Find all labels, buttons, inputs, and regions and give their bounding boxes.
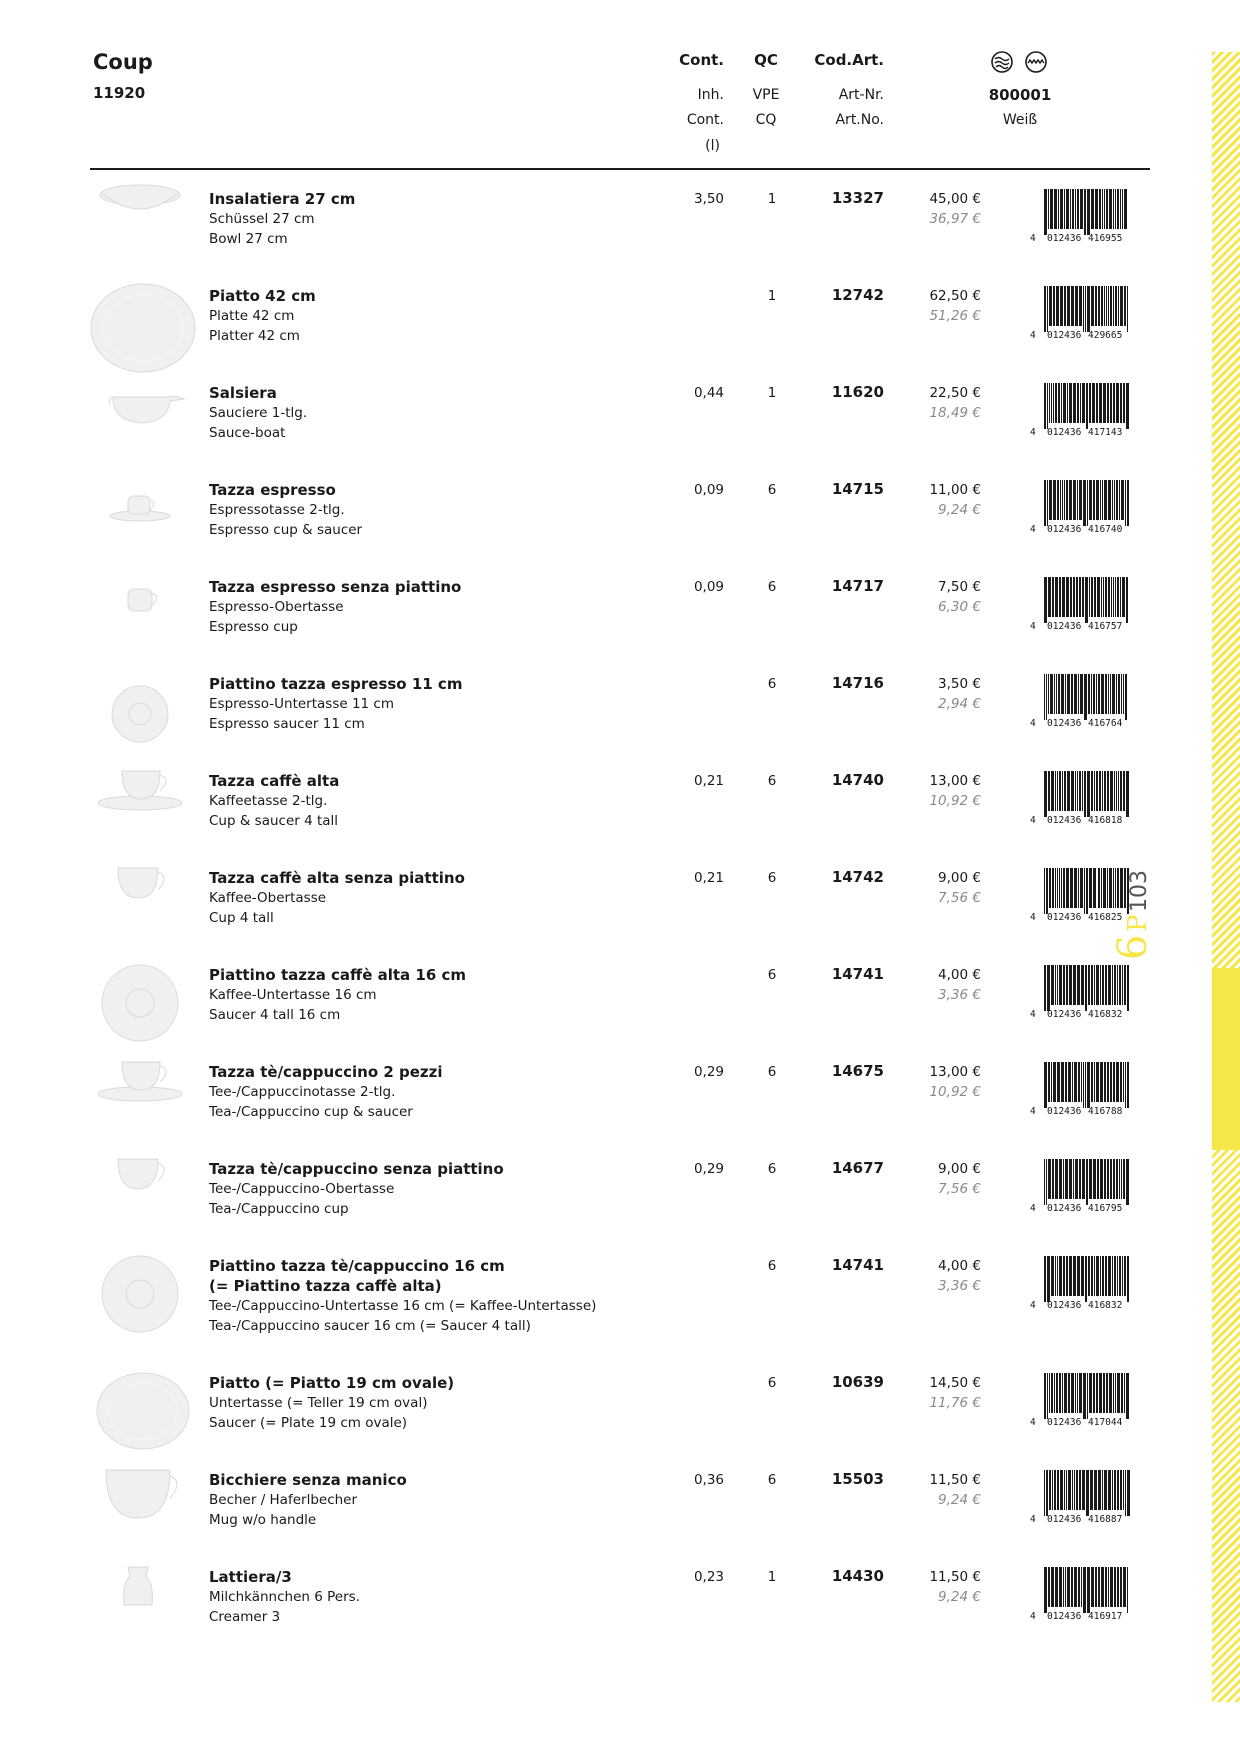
product-name-de: Sauciere 1-tlg. — [209, 405, 308, 421]
product-content: 0,36 — [693, 1472, 724, 1488]
microwave-icon — [1025, 51, 1047, 77]
barcode-digits-left: 012436 — [1047, 718, 1082, 729]
product-price: 4,00 € — [938, 967, 981, 983]
col-head-art-de: Art-Nr. — [838, 87, 884, 103]
product-name-en: Sauce-boat — [209, 425, 286, 441]
product-row — [0, 1256, 1180, 1353]
col-head-qc-de: VPE — [752, 87, 780, 103]
product-name-it: Tazza espresso senza piattino — [209, 578, 462, 596]
barcode-digits-left: 012436 — [1047, 1417, 1082, 1428]
barcode-digits-left: 012436 — [1047, 330, 1082, 341]
product-name-en: Creamer 3 — [209, 1609, 281, 1625]
product-qc: 1 — [767, 191, 777, 207]
barcode-digits-right: 416757 — [1088, 621, 1123, 632]
product-qc: 6 — [767, 967, 777, 983]
product-row — [0, 868, 1180, 965]
product-price: 3,50 € — [938, 676, 981, 692]
product-qc: 1 — [767, 385, 777, 401]
product-name-de: Tee-/Cappuccino-Obertasse — [209, 1181, 395, 1197]
barcode-digits-left: 012436 — [1047, 1300, 1082, 1311]
page-label — [1112, 760, 1212, 960]
product-name-de: Tee-/Cappuccino-Untertasse 16 cm (= Kaffee-Untertasse) — [209, 1298, 597, 1314]
product-name-en: Saucer (= Plate 19 cm ovale) — [209, 1415, 408, 1431]
product-image — [88, 860, 198, 960]
product-row — [0, 1159, 1180, 1256]
decor-name: Weiß — [1002, 112, 1038, 128]
product-row — [0, 189, 1180, 286]
col-head-cont-de: Inh. — [697, 87, 724, 103]
barcode-digits-left: 012436 — [1047, 1514, 1082, 1525]
barcode-digits-left: 012436 — [1047, 1009, 1082, 1020]
product-qc: 6 — [767, 676, 777, 692]
product-image — [88, 763, 198, 863]
product-barcode — [1030, 1470, 1135, 1524]
product-image — [88, 569, 198, 669]
product-content: 0,44 — [693, 385, 724, 401]
product-row — [0, 383, 1180, 480]
product-row — [0, 1062, 1180, 1159]
col-head-art: Cod.Art. — [814, 51, 884, 69]
product-name-it: Insalatiera 27 cm — [209, 190, 356, 208]
product-name-it: Tazza tè/cappuccino senza piattino — [209, 1160, 504, 1178]
product-name-en: Mug w/o handle — [209, 1512, 317, 1528]
barcode-digit-lead: 4 — [1030, 1009, 1036, 1020]
product-qc: 6 — [767, 773, 777, 789]
product-price-net: 18,49 € — [929, 405, 981, 421]
product-article-number: 12742 — [831, 286, 884, 304]
product-barcode — [1030, 674, 1135, 728]
product-name-en: Espresso cup & saucer — [209, 522, 363, 538]
product-image — [88, 1559, 198, 1659]
barcode-digits-left: 012436 — [1047, 1106, 1082, 1117]
product-name-en: Tea-/Cappuccino saucer 16 cm (= Saucer 4 tall) — [209, 1318, 531, 1334]
product-qc: 6 — [767, 870, 777, 886]
product-name-en: Cup & saucer 4 tall — [209, 813, 339, 829]
decor-number: 800001 — [988, 86, 1052, 104]
barcode-digit-lead: 4 — [1030, 621, 1036, 632]
barcode-digit-lead: 4 — [1030, 718, 1036, 729]
product-content: 0,21 — [693, 870, 724, 886]
product-article-number: 14741 — [831, 965, 884, 983]
product-article-number: 14742 — [831, 868, 884, 886]
barcode-digit-lead: 4 — [1030, 524, 1036, 535]
product-qc: 6 — [767, 1161, 777, 1177]
product-price: 45,00 € — [929, 191, 981, 207]
product-price: 62,50 € — [929, 288, 981, 304]
barcode-digits-right: 416795 — [1088, 1203, 1123, 1214]
chapter-number: 6 — [1110, 934, 1156, 960]
barcode-digit-lead: 4 — [1030, 1611, 1036, 1622]
product-qc: 6 — [767, 1258, 777, 1274]
barcode-digits-left: 012436 — [1047, 912, 1082, 923]
product-barcode — [1030, 577, 1135, 631]
barcode-digits-right: 416764 — [1088, 718, 1123, 729]
product-name-de: Tee-/Cappuccinotasse 2-tlg. — [209, 1084, 396, 1100]
barcode-digits-right: 416788 — [1088, 1106, 1123, 1117]
product-content: 0,29 — [693, 1064, 724, 1080]
product-image — [88, 1462, 198, 1562]
product-price-net: 2,94 € — [938, 696, 981, 712]
product-row — [0, 577, 1180, 674]
product-image — [88, 1151, 198, 1251]
product-content: 0,09 — [693, 482, 724, 498]
product-price-net: 7,56 € — [938, 890, 981, 906]
barcode-digits-right: 416955 — [1088, 233, 1123, 244]
product-row — [0, 286, 1180, 383]
product-barcode — [1030, 965, 1135, 1019]
product-image — [88, 181, 198, 281]
product-name-en: Saucer 4 tall 16 cm — [209, 1007, 341, 1023]
product-name-en: Tea-/Cappuccino cup — [209, 1201, 349, 1217]
barcode-digit-lead: 4 — [1030, 233, 1036, 244]
product-name-it: Bicchiere senza manico — [209, 1471, 407, 1489]
barcode-digits-left: 012436 — [1047, 621, 1082, 632]
product-image — [88, 472, 198, 572]
product-name-de: Kaffeetasse 2-tlg. — [209, 793, 328, 809]
product-name-de: Platte 42 cm — [209, 308, 295, 324]
product-article-number: 14740 — [831, 771, 884, 789]
barcode-digits-right: 416740 — [1088, 524, 1123, 535]
product-name-de: Espresso-Untertasse 11 cm — [209, 696, 394, 712]
product-price-net: 11,76 € — [929, 1395, 981, 1411]
product-price: 9,00 € — [938, 1161, 981, 1177]
product-qc: 1 — [767, 1569, 777, 1585]
barcode-digit-lead: 4 — [1030, 1203, 1036, 1214]
product-row — [0, 1373, 1180, 1470]
product-article-number: 14715 — [831, 480, 884, 498]
product-price-net: 10,92 € — [929, 1084, 981, 1100]
product-qc: 6 — [767, 482, 777, 498]
product-price: 14,50 € — [929, 1375, 981, 1391]
product-image — [88, 1365, 198, 1465]
product-article-number: 14675 — [831, 1062, 884, 1080]
product-name-en: Espresso cup — [209, 619, 298, 635]
product-name-de: Becher / Haferlbecher — [209, 1492, 358, 1508]
product-name-de: Kaffee-Untertasse 16 cm — [209, 987, 377, 1003]
product-content: 0,29 — [693, 1161, 724, 1177]
product-article-number: 13327 — [831, 189, 884, 207]
product-price: 11,50 € — [929, 1569, 981, 1585]
product-name-it: Piattino tazza tè/cappuccino 16 cm — [209, 1257, 505, 1275]
chapter-letter: P — [1123, 914, 1153, 932]
product-name-de: Untertasse (= Teller 19 cm oval) — [209, 1395, 428, 1411]
col-head-art-en: Art.No. — [835, 112, 884, 128]
barcode-digits-right: 416832 — [1088, 1009, 1123, 1020]
product-qc: 1 — [767, 288, 777, 304]
product-name-it: Salsiera — [209, 384, 277, 402]
product-price-net: 6,30 € — [938, 599, 981, 615]
page-number: 103 — [1127, 870, 1152, 912]
product-name-de: Milchkännchen 6 Pers. — [209, 1589, 360, 1605]
product-row — [0, 1470, 1180, 1567]
product-article-number: 14677 — [831, 1159, 884, 1177]
product-name-de: Schüssel 27 cm — [209, 211, 315, 227]
barcode-digit-lead: 4 — [1030, 1300, 1036, 1311]
product-content: 3,50 — [693, 191, 724, 207]
product-image — [88, 278, 198, 378]
product-price-net: 9,24 € — [938, 502, 981, 518]
product-row — [0, 1567, 1180, 1664]
product-article-number: 14716 — [831, 674, 884, 692]
product-image — [88, 1248, 198, 1348]
product-price: 22,50 € — [929, 385, 981, 401]
product-content: 0,21 — [693, 773, 724, 789]
product-name-de: Espresso-Obertasse — [209, 599, 344, 615]
section-title: Coup — [93, 50, 153, 74]
product-name-it: Piatto 42 cm — [209, 287, 316, 305]
barcode-digit-lead: 4 — [1030, 1417, 1036, 1428]
product-name-en: Cup 4 tall — [209, 910, 274, 926]
product-barcode — [1030, 1256, 1135, 1310]
barcode-digits-right: 416825 — [1088, 912, 1123, 923]
product-qc: 6 — [767, 1064, 777, 1080]
product-name-it: Piattino tazza caffè alta 16 cm — [209, 966, 466, 984]
product-barcode — [1030, 1567, 1135, 1621]
product-name-en: Bowl 27 cm — [209, 231, 288, 247]
dishwasher-icon — [991, 51, 1013, 77]
product-row — [0, 674, 1180, 771]
product-qc: 6 — [767, 579, 777, 595]
product-barcode — [1030, 1373, 1135, 1427]
barcode-digits-right: 416832 — [1088, 1300, 1123, 1311]
product-price-net: 9,24 € — [938, 1492, 981, 1508]
product-image — [88, 957, 198, 1057]
product-row — [0, 965, 1180, 1062]
barcode-digit-lead: 4 — [1030, 815, 1036, 826]
product-name-it-note: (= Piattino tazza caffè alta) — [209, 1277, 442, 1295]
barcode-digit-lead: 4 — [1030, 1106, 1036, 1117]
product-price: 13,00 € — [929, 1064, 981, 1080]
product-name-en: Platter 42 cm — [209, 328, 300, 344]
barcode-digit-lead: 4 — [1030, 427, 1036, 438]
barcode-digits-left: 012436 — [1047, 815, 1082, 826]
product-name-it: Tazza caffè alta senza piattino — [209, 869, 465, 887]
collection-code: 11920 — [93, 84, 146, 102]
product-price-net: 10,92 € — [929, 793, 981, 809]
product-price: 9,00 € — [938, 870, 981, 886]
barcode-digits-right: 429665 — [1088, 330, 1123, 341]
product-price: 7,50 € — [938, 579, 981, 595]
product-name-it: Piatto (= Piatto 19 cm ovale) — [209, 1374, 455, 1392]
product-price: 11,50 € — [929, 1472, 981, 1488]
product-article-number: 14741 — [831, 1256, 884, 1274]
product-image — [88, 1054, 198, 1154]
product-qc: 6 — [767, 1472, 777, 1488]
product-barcode — [1030, 189, 1135, 243]
product-barcode — [1030, 383, 1135, 437]
barcode-digits-right: 416887 — [1088, 1514, 1123, 1525]
product-barcode — [1030, 1062, 1135, 1116]
product-image — [88, 375, 198, 475]
page-tab — [1212, 968, 1240, 1150]
barcode-digit-lead: 4 — [1030, 330, 1036, 341]
barcode-digits-right: 417044 — [1088, 1417, 1123, 1428]
product-barcode — [1030, 1159, 1135, 1213]
barcode-digit-lead: 4 — [1030, 912, 1036, 923]
barcode-digits-left: 012436 — [1047, 233, 1082, 244]
product-price-net: 51,26 € — [929, 308, 981, 324]
product-qc: 6 — [767, 1375, 777, 1391]
barcode-digits-right: 416917 — [1088, 1611, 1123, 1622]
product-barcode — [1030, 286, 1135, 340]
product-name-it: Tazza espresso — [209, 481, 336, 499]
product-article-number: 14430 — [831, 1567, 884, 1585]
product-row — [0, 480, 1180, 577]
col-head-cont-unit: (l) — [705, 138, 720, 154]
product-content: 0,09 — [693, 579, 724, 595]
product-name-it: Tazza caffè alta — [209, 772, 340, 790]
product-price: 11,00 € — [929, 482, 981, 498]
product-price-net: 36,97 € — [929, 211, 981, 227]
product-price-net: 9,24 € — [938, 1589, 981, 1605]
barcode-digits-right: 416818 — [1088, 815, 1123, 826]
product-article-number: 14717 — [831, 577, 884, 595]
product-name-en: Tea-/Cappuccino cup & saucer — [209, 1104, 413, 1120]
product-content: 0,23 — [693, 1569, 724, 1585]
product-article-number: 15503 — [831, 1470, 884, 1488]
product-article-number: 11620 — [831, 383, 884, 401]
product-image — [88, 666, 198, 766]
product-row — [0, 771, 1180, 868]
product-price-net: 3,36 € — [938, 1278, 981, 1294]
barcode-digits-left: 012436 — [1047, 427, 1082, 438]
product-name-en: Espresso saucer 11 cm — [209, 716, 365, 732]
col-head-cont-en: Cont. — [686, 112, 724, 128]
product-name-it: Tazza tè/cappuccino 2 pezzi — [209, 1063, 443, 1081]
product-article-number: 10639 — [831, 1373, 884, 1391]
product-name-it: Piattino tazza espresso 11 cm — [209, 675, 463, 693]
header-divider — [90, 168, 1150, 170]
product-name-de: Espressotasse 2-tlg. — [209, 502, 345, 518]
product-barcode — [1030, 480, 1135, 534]
product-name-de: Kaffee-Obertasse — [209, 890, 327, 906]
product-name-it: Lattiera/3 — [209, 1568, 292, 1586]
barcode-digit-lead: 4 — [1030, 1514, 1036, 1525]
col-head-qc: QC — [754, 51, 778, 69]
col-head-qc-en: CQ — [755, 112, 777, 128]
product-price: 13,00 € — [929, 773, 981, 789]
barcode-digits-left: 012436 — [1047, 1611, 1082, 1622]
product-price: 4,00 € — [938, 1258, 981, 1274]
product-price-net: 7,56 € — [938, 1181, 981, 1197]
edge-stripe — [1212, 52, 1240, 1702]
barcode-digits-left: 012436 — [1047, 1203, 1082, 1214]
product-price-net: 3,36 € — [938, 987, 981, 1003]
barcode-digits-left: 012436 — [1047, 524, 1082, 535]
col-head-cont: Cont. — [679, 51, 724, 69]
barcode-digits-right: 417143 — [1088, 427, 1123, 438]
